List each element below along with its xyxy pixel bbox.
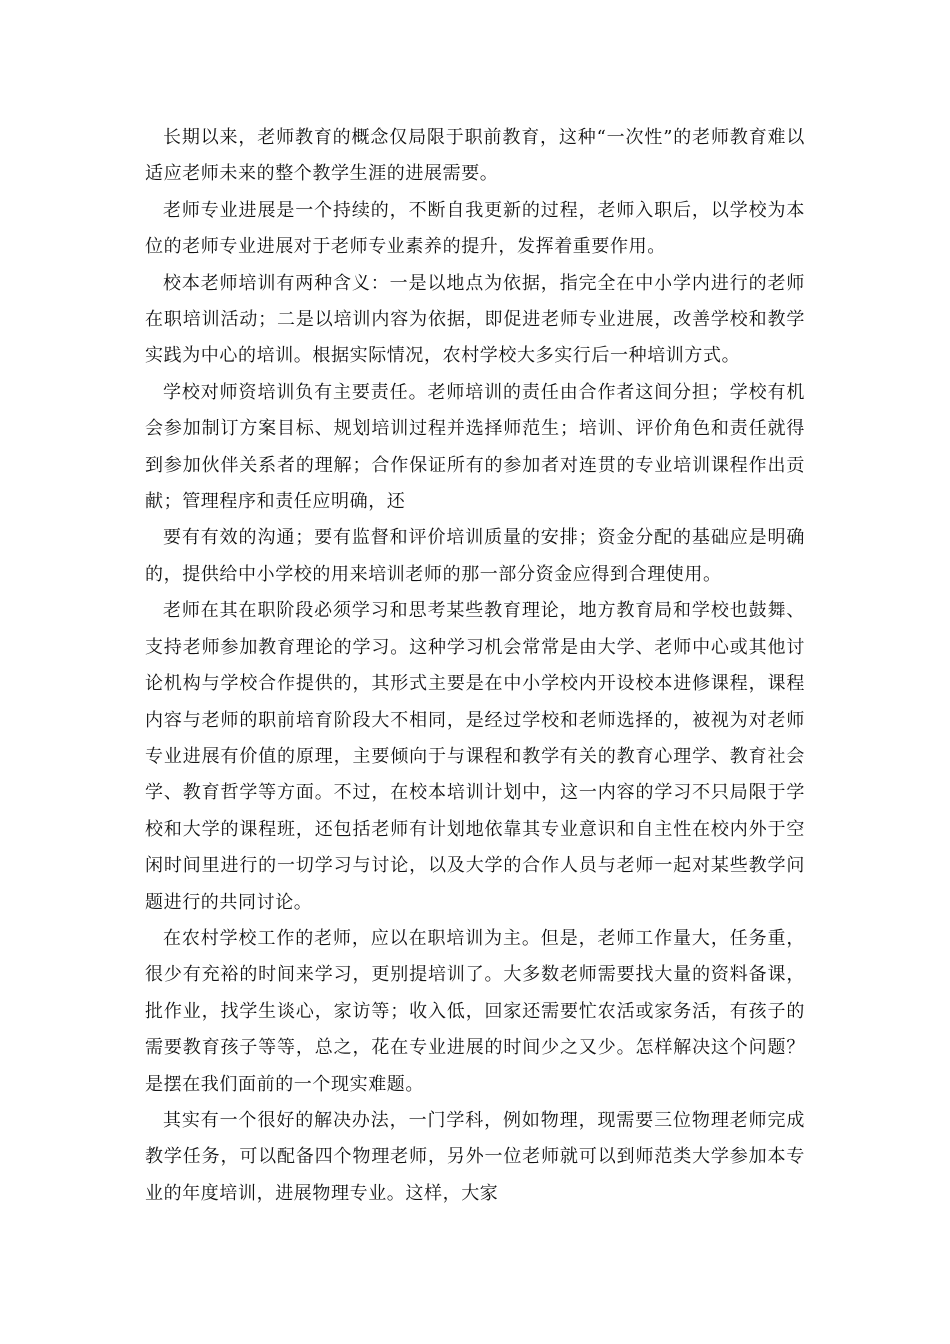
paragraph-1: 长期以来，老师教育的概念仅局限于职前教育，这种“一次性”的老师教育难以适应老师未来的整个教学生涯的进展需要。	[145, 127, 805, 185]
paragraph-2: 老师专业进展是一个持续的，不断自我更新的过程，老师入职后，以学校为本位的老师专业进展对于老师专业素养的提升，发挥着重要作用。	[145, 199, 805, 258]
document-body	[145, 120, 805, 1212]
paragraph-3: 校本老师培训有两种含义：一是以地点为依据，指完全在中小学内进行的老师在职培训活动；二是以培训内容为依据，即促进老师专业进展，改善学校和教学实践为中心的培训。根据实际情况，农村学校大多实行后一种培训方式。	[145, 272, 805, 367]
paragraph-7: 在农村学校工作的老师，应以在职培训为主。但是，老师工作量大，任务重，很少有充裕的时间来学习，更别提培训了。大多数老师需要找大量的资料备课，批作业，找学生谈心，家访等；收入低，回家还需要忙农活或家务活，有孩子的需要教育孩子等等，总之，花在专业进展的时间少之又少。怎样解决这个问题？是摆在我们面前的一个现实难题。	[145, 927, 805, 1095]
paragraph-4: 学校对师资培训负有主要责任。老师培训的责任由合作者这间分担；学校有机会参加制订方案目标、规划培训过程并选择师范生；培训、评价角色和责任就得到参加伙伴关系者的理解；合作保证所有的参加者对连贯的专业培训课程作出贡献；管理程序和责任应明确，还	[145, 381, 805, 513]
paragraph-6: 老师在其在职阶段必须学习和思考某些教育理论，地方教育局和学校也鼓舞、支持老师参加教育理论的学习。这种学习机会常常是由大学、老师中心或其他讨论机构与学校合作提供的，其形式主要是在中小学校内开设校本进修课程，课程内容与老师的职前培育阶段大不相同，是经过学校和老师选择的，被视为对老师专业进展有价值的原理，主要倾向于与课程和教学有关的教育心理学、教育社会学、教育哲学等方面。不过，在校本培训计划中，这一内容的学习不只局限于学校和大学的课程班，还包括老师有计划地依靠其专业意识和自主性在校内外于空闲时间里进行的一切学习与讨论，以及大学的合作人员与老师一起对某些教学问题进行的共同讨论。	[145, 600, 805, 913]
paragraph-8: 其实有一个很好的解决办法，一门学科，例如物理，现需要三位物理老师完成教学任务，可以配备四个物理老师，另外一位老师就可以到师范类大学参加本专业的年度培训，进展物理专业。这样，大家	[145, 1109, 805, 1204]
paragraph-5: 要有有效的沟通；要有监督和评价培训质量的安排；资金分配的基础应是明确的，提供给中小学校的用来培训老师的那一部分资金应得到合理使用。	[145, 527, 805, 585]
